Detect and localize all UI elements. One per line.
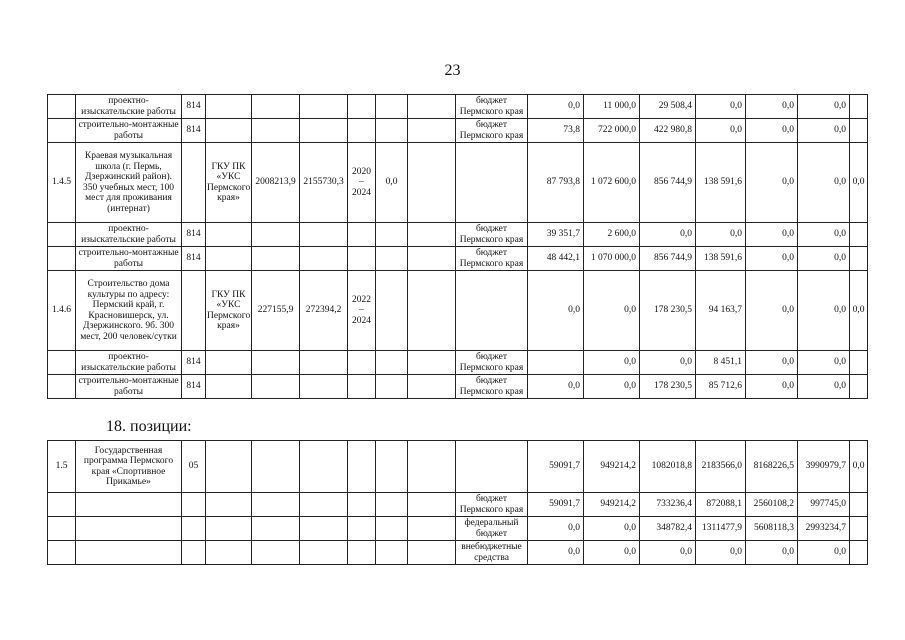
row-value: 0,0 (528, 517, 584, 541)
row-last-value (850, 493, 868, 517)
row-last-value (850, 247, 868, 271)
row-value: 0,0 (584, 375, 640, 399)
row-years (348, 517, 376, 541)
row-total-cost (300, 247, 348, 271)
row-estimated-cost (252, 541, 300, 565)
row-value: 0,0 (584, 351, 640, 375)
row-value: 722 000,0 (584, 119, 640, 143)
row-value: 856 744,9 (640, 247, 696, 271)
row-last-value: 0,0 (850, 441, 868, 493)
row-years (348, 95, 376, 119)
row-value: 1082018,8 (640, 441, 696, 493)
row-last-value (850, 95, 868, 119)
row-organization (206, 223, 252, 247)
row-funding-source (456, 441, 528, 493)
row-estimated-cost (252, 441, 300, 493)
row-extra (408, 375, 456, 399)
row-total-cost (300, 441, 348, 493)
table-row (48, 493, 868, 517)
row-kbk (182, 493, 206, 517)
row-prior-cost (376, 441, 408, 493)
row-organization (206, 95, 252, 119)
row-value: 178 230,5 (640, 271, 696, 351)
row-value: 8168226,5 (746, 441, 798, 493)
row-kbk: 814 (182, 247, 206, 271)
row-value: 0,0 (746, 375, 798, 399)
row-value: 85 712,6 (696, 375, 746, 399)
row-total-cost (300, 223, 348, 247)
row-value: 0,0 (584, 541, 640, 565)
row-estimated-cost (252, 375, 300, 399)
row-value: 1 072 600,0 (584, 143, 640, 223)
row-kbk: 814 (182, 223, 206, 247)
row-extra (408, 351, 456, 375)
row-funding-source: бюджет Пермского края (456, 375, 528, 399)
row-code (48, 517, 76, 541)
row-estimated-cost: 2008213,9 (252, 143, 300, 223)
row-estimated-cost (252, 247, 300, 271)
row-extra (408, 247, 456, 271)
row-value: 2993234,7 (798, 517, 850, 541)
row-value: 5608118,3 (746, 517, 798, 541)
row-value: 29 508,4 (640, 95, 696, 119)
row-last-value (850, 119, 868, 143)
row-value: 0,0 (746, 541, 798, 565)
row-name: Строительство дома культуры по адресу: Пермский край, г. Красновишерск, ул. Дзержинского. 9б. 300 мест, 200 человек/сутки (76, 271, 182, 351)
row-value: 0,0 (798, 375, 850, 399)
table-sport-program (47, 440, 868, 565)
row-value: 0,0 (640, 541, 696, 565)
row-extra (408, 143, 456, 223)
row-years (348, 351, 376, 375)
row-value: 2560108,2 (746, 493, 798, 517)
row-name: Государственная программа Пермского края «Спортивное Прикамье» (76, 441, 182, 493)
row-funding-source (456, 271, 528, 351)
row-funding-source: внебюджетные средства (456, 541, 528, 565)
row-value: 59091,7 (528, 441, 584, 493)
row-value: 73,8 (528, 119, 584, 143)
row-value: 39 351,7 (528, 223, 584, 247)
section-title: 18. позиции: (106, 418, 192, 435)
row-funding-source (456, 143, 528, 223)
row-prior-cost (376, 351, 408, 375)
table-row (48, 223, 868, 247)
row-code (48, 95, 76, 119)
row-prior-cost (376, 517, 408, 541)
row-extra (408, 517, 456, 541)
row-kbk (182, 271, 206, 351)
row-name: строительно-монтажные работы (76, 375, 182, 399)
row-value: 87 793,8 (528, 143, 584, 223)
row-extra (408, 441, 456, 493)
row-value: 348782,4 (640, 517, 696, 541)
row-kbk: 814 (182, 351, 206, 375)
page-number: 23 (444, 62, 461, 79)
row-name: строительно-монтажные работы (76, 247, 182, 271)
row-estimated-cost (252, 351, 300, 375)
row-organization (206, 375, 252, 399)
row-extra (408, 119, 456, 143)
row-value: 3990979,7 (798, 441, 850, 493)
row-last-value (850, 351, 868, 375)
row-kbk (182, 541, 206, 565)
row-organization (206, 247, 252, 271)
row-value: 2 600,0 (584, 223, 640, 247)
row-total-cost (300, 517, 348, 541)
row-organization (206, 119, 252, 143)
row-extra (408, 493, 456, 517)
row-value: 138 591,6 (696, 143, 746, 223)
row-code (48, 541, 76, 565)
row-kbk (182, 143, 206, 223)
row-value: 0,0 (798, 351, 850, 375)
row-name: проектно-изыскательские работы (76, 95, 182, 119)
row-value: 0,0 (746, 271, 798, 351)
row-value: 11 000,0 (584, 95, 640, 119)
table-construction-objects (47, 94, 868, 399)
row-total-cost (300, 493, 348, 517)
row-value: 178 230,5 (640, 375, 696, 399)
row-value: 0,0 (640, 223, 696, 247)
row-last-value (850, 541, 868, 565)
row-value: 997745,0 (798, 493, 850, 517)
row-total-cost (300, 95, 348, 119)
row-last-value (850, 223, 868, 247)
row-name: проектно-изыскательские работы (76, 223, 182, 247)
row-name (76, 493, 182, 517)
table-row (48, 351, 868, 375)
row-value: 0,0 (584, 517, 640, 541)
row-organization (206, 541, 252, 565)
row-extra (408, 223, 456, 247)
row-value: 0,0 (528, 541, 584, 565)
row-value: 856 744,9 (640, 143, 696, 223)
row-prior-cost (376, 247, 408, 271)
row-value: 0,0 (746, 247, 798, 271)
row-value: 0,0 (584, 271, 640, 351)
row-extra (408, 541, 456, 565)
row-funding-source: федеральный бюджет (456, 517, 528, 541)
row-extra (408, 271, 456, 351)
row-value: 733236,4 (640, 493, 696, 517)
table-row (48, 541, 868, 565)
row-value: 0,0 (528, 95, 584, 119)
row-name: проектно-изыскательские работы (76, 351, 182, 375)
row-value: 0,0 (798, 143, 850, 223)
row-years (348, 375, 376, 399)
row-value: 0,0 (798, 541, 850, 565)
row-prior-cost (376, 271, 408, 351)
row-name: строительно-монтажные работы (76, 119, 182, 143)
row-value: 422 980,8 (640, 119, 696, 143)
row-total-cost: 2155730,3 (300, 143, 348, 223)
table-row (48, 271, 868, 351)
row-kbk: 814 (182, 119, 206, 143)
row-prior-cost (376, 95, 408, 119)
row-name (76, 517, 182, 541)
row-value: 949214,2 (584, 493, 640, 517)
row-value: 0,0 (798, 223, 850, 247)
row-years: 2020 – 2024 (348, 143, 376, 223)
row-organization (206, 351, 252, 375)
row-value (528, 351, 584, 375)
row-years (348, 119, 376, 143)
row-funding-source: бюджет Пермского края (456, 223, 528, 247)
row-estimated-cost: 227155,9 (252, 271, 300, 351)
row-organization (206, 493, 252, 517)
row-code: 1.4.6 (48, 271, 76, 351)
row-value: 1311477,9 (696, 517, 746, 541)
row-prior-cost (376, 541, 408, 565)
row-value: 94 163,7 (696, 271, 746, 351)
row-prior-cost (376, 493, 408, 517)
row-total-cost (300, 119, 348, 143)
row-kbk (182, 517, 206, 541)
row-organization: ГКУ ПК «УКС Пермского края» (206, 271, 252, 351)
row-funding-source: бюджет Пермского края (456, 351, 528, 375)
row-funding-source: бюджет Пермского края (456, 119, 528, 143)
row-code: 1.4.5 (48, 143, 76, 223)
row-last-value (850, 517, 868, 541)
row-value: 59091,7 (528, 493, 584, 517)
row-value: 0,0 (798, 247, 850, 271)
row-prior-cost (376, 375, 408, 399)
row-value: 0,0 (528, 375, 584, 399)
row-code: 1.5 (48, 441, 76, 493)
row-value: 949214,2 (584, 441, 640, 493)
row-extra (408, 95, 456, 119)
row-value: 48 442,1 (528, 247, 584, 271)
row-code (48, 493, 76, 517)
row-value: 2183566,0 (696, 441, 746, 493)
row-estimated-cost (252, 223, 300, 247)
row-last-value (850, 375, 868, 399)
row-organization (206, 441, 252, 493)
row-value: 0,0 (696, 541, 746, 565)
table-row (48, 119, 868, 143)
row-funding-source: бюджет Пермского края (456, 493, 528, 517)
row-funding-source: бюджет Пермского края (456, 95, 528, 119)
row-funding-source: бюджет Пермского края (456, 247, 528, 271)
row-value: 0,0 (746, 95, 798, 119)
row-estimated-cost (252, 119, 300, 143)
table-row (48, 375, 868, 399)
row-total-cost (300, 541, 348, 565)
row-value: 872088,1 (696, 493, 746, 517)
row-years (348, 247, 376, 271)
row-value: 0,0 (696, 223, 746, 247)
row-value: 0,0 (696, 95, 746, 119)
row-organization (206, 517, 252, 541)
row-years: 2022 – 2024 (348, 271, 376, 351)
row-years (348, 223, 376, 247)
row-value: 0,0 (798, 119, 850, 143)
table-row (48, 247, 868, 271)
row-code (48, 375, 76, 399)
row-kbk: 814 (182, 95, 206, 119)
row-total-cost: 272394,2 (300, 271, 348, 351)
row-prior-cost (376, 223, 408, 247)
row-value: 1 070 000,0 (584, 247, 640, 271)
row-years (348, 541, 376, 565)
row-code (48, 223, 76, 247)
row-estimated-cost (252, 493, 300, 517)
row-name: Краевая музыкальная школа (г. Пермь, Дзержинский район). 350 учебных мест, 100 мест для проживания (интернат) (76, 143, 182, 223)
row-kbk: 814 (182, 375, 206, 399)
table-row (48, 517, 868, 541)
row-last-value: 0,0 (850, 143, 868, 223)
row-code (48, 119, 76, 143)
row-value: 0,0 (746, 351, 798, 375)
row-value: 0,0 (798, 271, 850, 351)
row-kbk: 05 (182, 441, 206, 493)
table-row (48, 143, 868, 223)
row-name (76, 541, 182, 565)
row-prior-cost: 0,0 (376, 143, 408, 223)
row-value: 0,0 (798, 95, 850, 119)
row-years (348, 493, 376, 517)
row-total-cost (300, 375, 348, 399)
row-estimated-cost (252, 95, 300, 119)
row-value: 0,0 (528, 271, 584, 351)
row-organization: ГКУ ПК «УКС Пермского края» (206, 143, 252, 223)
row-prior-cost (376, 119, 408, 143)
row-estimated-cost (252, 517, 300, 541)
row-code (48, 351, 76, 375)
table-row (48, 95, 868, 119)
row-years (348, 441, 376, 493)
row-value: 0,0 (746, 223, 798, 247)
row-value: 0,0 (746, 119, 798, 143)
row-value: 0,0 (696, 119, 746, 143)
row-total-cost (300, 351, 348, 375)
row-value: 0,0 (746, 143, 798, 223)
row-last-value: 0,0 (850, 271, 868, 351)
row-value: 138 591,6 (696, 247, 746, 271)
table-row (48, 441, 868, 493)
row-code (48, 247, 76, 271)
row-value: 0,0 (640, 351, 696, 375)
row-value: 8 451,1 (696, 351, 746, 375)
